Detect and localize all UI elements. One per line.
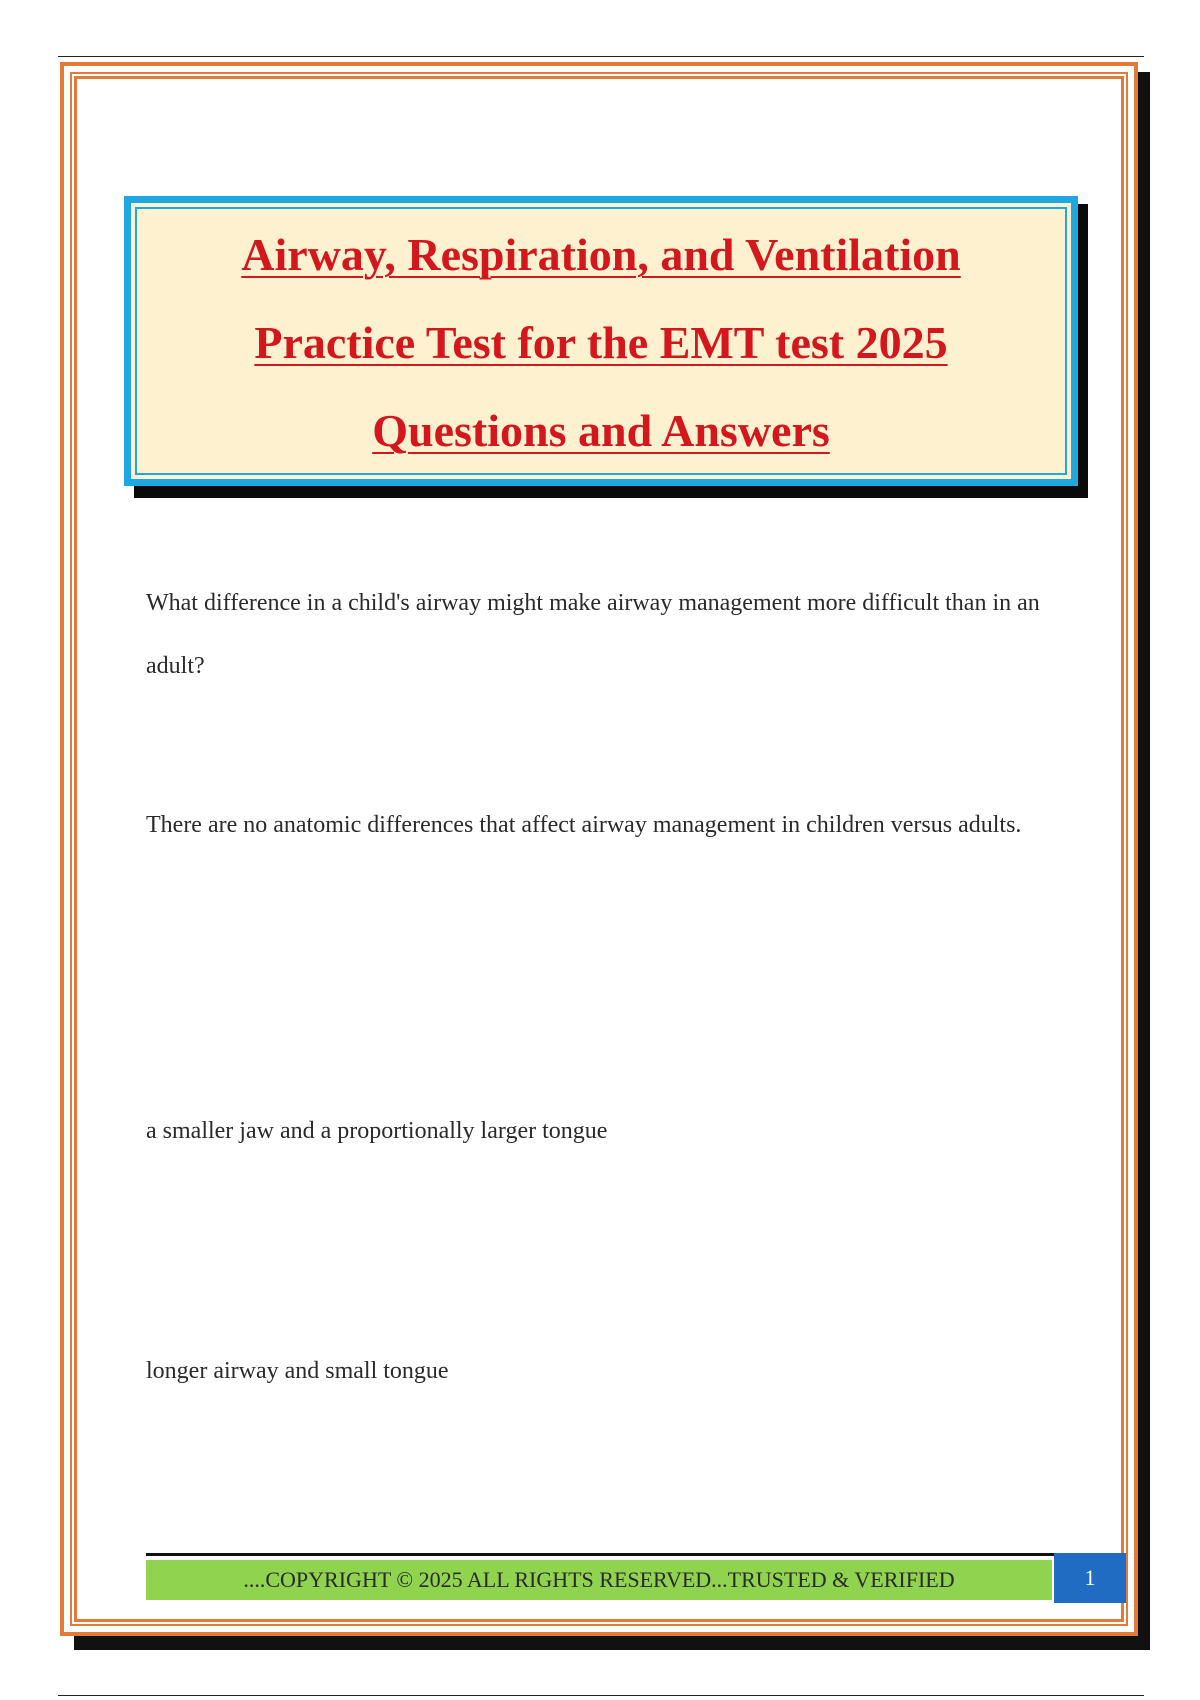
footer-rule — [146, 1553, 1054, 1556]
footer-copyright: ....COPYRIGHT © 2025 ALL RIGHTS RESERVED...TRUSTED & VERIFIED — [243, 1567, 955, 1592]
title-box — [124, 196, 1078, 486]
title-line-2: Practice Test for the EMT test 2025 — [254, 317, 948, 368]
answer-option-2: a smaller jaw and a proportionally larger tongue — [146, 1118, 608, 1144]
title-line-3: Questions and Answers — [372, 405, 830, 456]
answer-option-3: longer airway and small tongue — [146, 1358, 449, 1384]
top-rule — [58, 56, 1144, 57]
title-line-1: Airway, Respiration, and Ventilation — [241, 229, 961, 280]
question-text: What difference in a child's airway might make airway management more difficult than in an adult? — [146, 590, 1040, 679]
bottom-rule — [58, 1695, 1144, 1696]
footer-bar — [146, 1560, 1052, 1600]
page-number-box — [1054, 1553, 1126, 1603]
answer-option-1: There are no anatomic differences that affect airway management in children versus adults. — [146, 812, 1022, 838]
page-number: 1 — [1084, 1565, 1096, 1590]
